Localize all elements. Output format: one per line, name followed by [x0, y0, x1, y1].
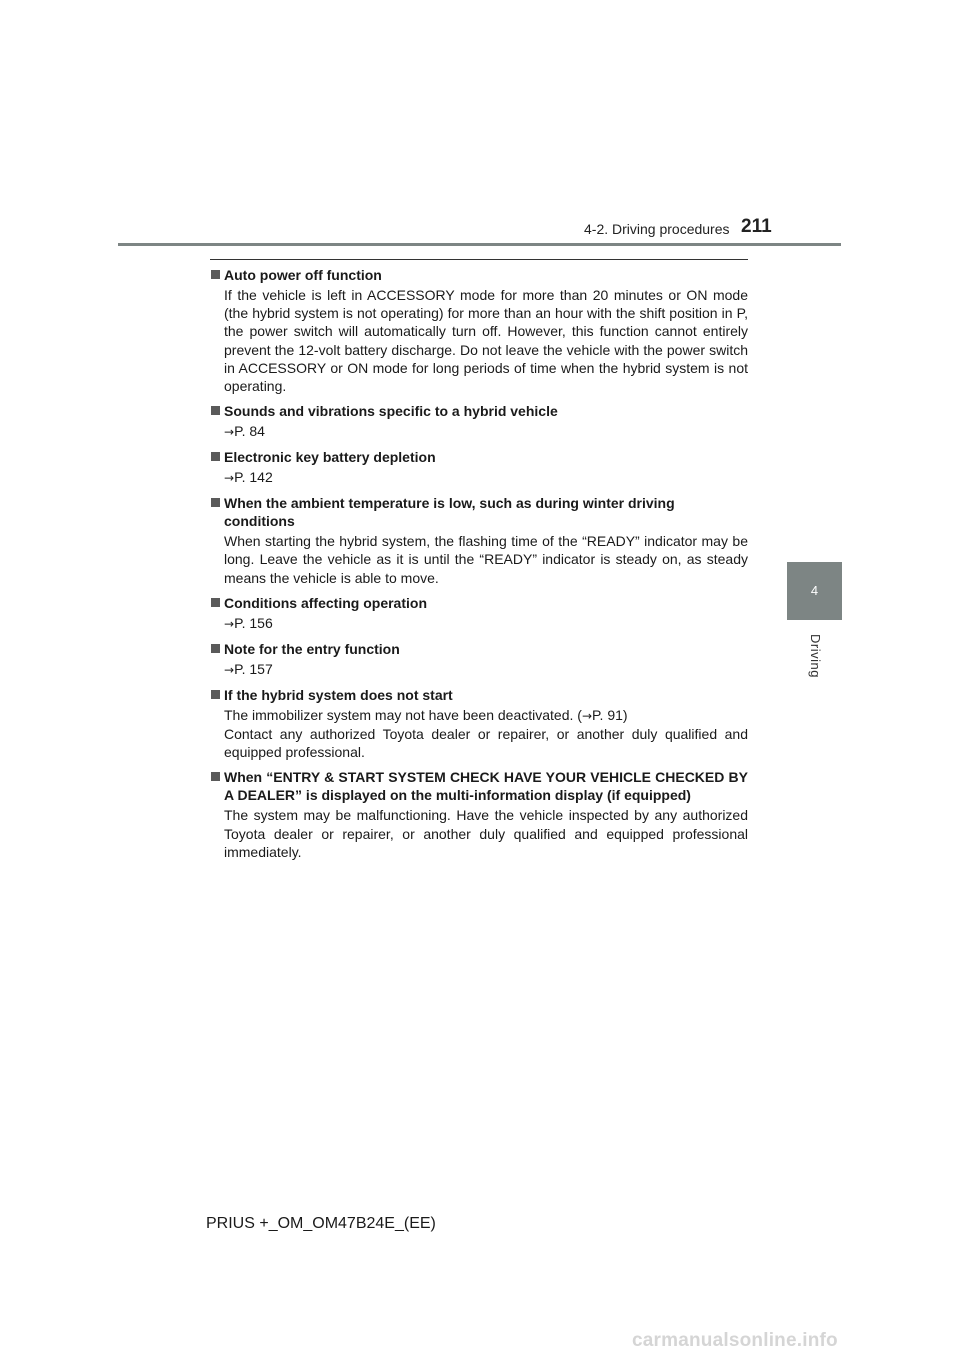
heading-text: If the hybrid system does not start: [224, 686, 453, 703]
square-bullet-icon: [211, 772, 220, 781]
square-bullet-icon: [211, 644, 220, 653]
document-code: PRIUS +_OM_OM47B24E_(EE): [206, 1215, 436, 1232]
body-text: ): [622, 706, 628, 723]
chapter-tab-label: Driving: [808, 634, 823, 678]
section-heading: [210, 494, 748, 530]
arrow-right-icon: →: [224, 425, 235, 440]
page-reference: [210, 468, 748, 487]
arrow-right-icon: →: [224, 471, 235, 486]
section-heading: [210, 402, 748, 420]
section-heading: [210, 686, 748, 704]
page-reference: [210, 422, 748, 441]
heading-text: Conditions affecting operation: [224, 594, 427, 611]
page-reference-link[interactable]: P. 157: [234, 660, 273, 677]
body-paragraph: Contact any authorized Toyota dealer or repairer, or another duly qualified and equipped professional.: [224, 726, 748, 761]
watermark: carmanualsonline.info: [632, 1330, 838, 1351]
section-heading: [210, 640, 748, 658]
heading-text: Sounds and vibrations specific to a hybrid vehicle: [224, 403, 558, 420]
page-reference: [210, 660, 748, 679]
page-reference-link[interactable]: P. 156: [234, 614, 273, 631]
page-reference: [210, 614, 748, 633]
heading-text: When the ambient temperature is low, such as during winter driving conditions: [224, 495, 675, 530]
arrow-right-icon: →: [581, 708, 592, 723]
section-system-check: [210, 768, 748, 861]
page-reference-link[interactable]: P. 84: [234, 423, 265, 440]
section-body: The system may be malfunctioning. Have the vehicle inspected by any authorized Toyota dealer or repairer, or another duly qualified and equipped professional immediately.: [224, 807, 748, 860]
page-number: 211: [741, 216, 772, 237]
page-reference-link[interactable]: P. 142: [234, 469, 273, 486]
section-conditions: [210, 594, 748, 633]
content-top-rule: [210, 259, 748, 260]
running-header-section: 4-2. Driving procedures: [584, 221, 730, 237]
page-reference-link[interactable]: P. 91: [592, 706, 623, 723]
arrow-right-icon: →: [224, 662, 235, 677]
heading-text: When “ENTRY & START SYSTEM CHECK HAVE YOUR VEHICLE CHECKED BY A DEALER” is displayed on the multi-information display (if equipped): [224, 769, 748, 804]
square-bullet-icon: [211, 270, 220, 279]
header-rule: [118, 243, 841, 246]
square-bullet-icon: [211, 690, 220, 699]
arrow-right-icon: →: [224, 616, 235, 631]
content-body: [210, 266, 748, 868]
section-heading: [210, 594, 748, 612]
section-body: If the vehicle is left in ACCESSORY mode for more than 20 minutes or ON mode (the hybrid system is not operating) for more than an hour with the shift position in P, the power switch will automatically turn off. However, this function cannot entirely prevent the 12-volt battery discharge. Do not leave the vehicle with the power switch in ACCESSORY or ON mode for long periods of time when the hybrid system is not operating.: [224, 287, 748, 395]
heading-text: Auto power off function: [224, 267, 382, 283]
section-heading: [210, 768, 748, 804]
section-not-start: [210, 686, 748, 762]
section-auto-power-off: [210, 266, 748, 395]
square-bullet-icon: [211, 598, 220, 607]
body-paragraph: [224, 706, 748, 725]
square-bullet-icon: [211, 406, 220, 415]
chapter-tab: 4: [787, 562, 842, 620]
heading-text: Note for the entry function: [224, 640, 400, 657]
heading-text: Electronic key battery depletion: [224, 449, 436, 466]
square-bullet-icon: [211, 498, 220, 507]
section-low-temperature: [210, 494, 748, 587]
square-bullet-icon: [211, 452, 220, 461]
section-entry-note: [210, 640, 748, 679]
section-sounds: [210, 402, 748, 441]
section-heading: [210, 266, 748, 284]
section-body: When starting the hybrid system, the flashing time of the “READY” indicator may be long. Leave the vehicle as it is until the “READY” indicator is steady on, as steady means the vehicle is able to move.: [224, 533, 748, 586]
section-heading: [210, 448, 748, 466]
section-key-battery: [210, 448, 748, 487]
section-body: [210, 706, 748, 762]
body-text: The immobilizer system may not have been deactivated. (: [224, 706, 582, 723]
